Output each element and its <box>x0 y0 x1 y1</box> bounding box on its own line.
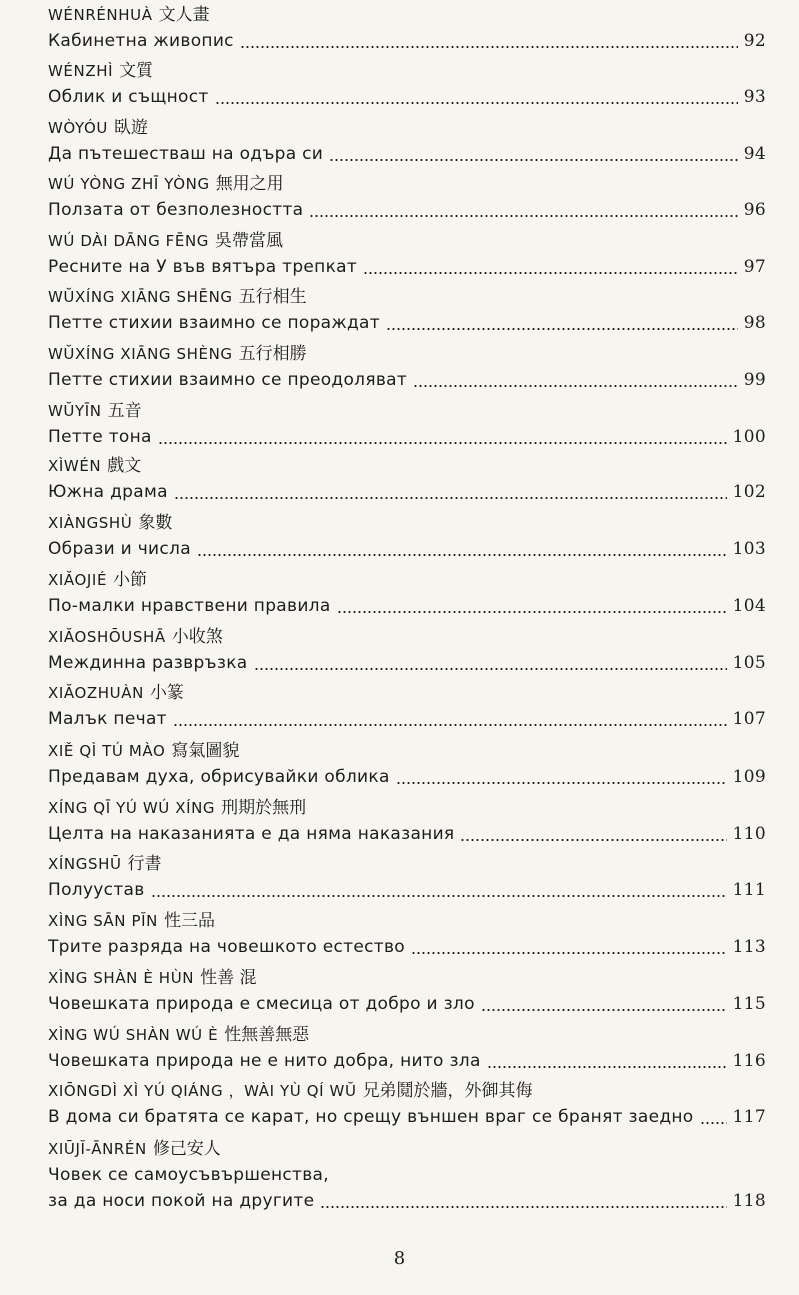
pinyin-term: WÒYÓU <box>48 119 108 137</box>
translation-text: Ползата от безполезността <box>48 200 304 220</box>
chinese-characters: 五音 <box>107 401 142 421</box>
entry-translation <box>48 424 766 450</box>
index-entry <box>48 171 766 223</box>
entry-pinyin-heading <box>48 567 766 593</box>
dot-leader <box>363 272 738 274</box>
dot-leader <box>240 46 738 48</box>
pinyin-term: XÌNG WÚ SHÀN WÚ È <box>48 1026 219 1044</box>
entry-translation <box>48 367 766 393</box>
translation-text: Облик и същност <box>48 87 209 107</box>
index-entry <box>48 284 766 336</box>
entry-pinyin-heading <box>48 965 766 991</box>
entry-translation <box>48 141 766 167</box>
dot-leader <box>386 328 738 330</box>
entry-pinyin-heading <box>48 228 766 254</box>
dot-leader <box>197 554 727 556</box>
translation-text: Междинна развръзка <box>48 653 248 673</box>
index-entry <box>48 453 766 505</box>
entry-pinyin-heading <box>48 795 766 821</box>
index-entry <box>48 567 766 619</box>
entry-translation <box>48 1048 766 1074</box>
chinese-characters: 無用之用 <box>215 174 284 194</box>
page-reference: 99 <box>743 370 766 390</box>
entry-translation <box>48 593 766 619</box>
translation-text: Предавам духа, обрисувайки облика <box>48 767 390 787</box>
entry-translation <box>48 84 766 110</box>
page-reference: 111 <box>732 880 766 900</box>
chinese-characters: 五行相生 <box>238 287 307 307</box>
translation-text: Петте тона <box>48 427 152 447</box>
page-reference: 97 <box>743 257 766 277</box>
page-reference: 107 <box>732 709 766 729</box>
chinese-characters: 小節 <box>113 570 148 590</box>
pinyin-term: WŬXÍNG XIĀNG SHĒNG <box>48 288 233 306</box>
pinyin-term: WÉNZHÌ <box>48 62 114 80</box>
translation-text: Човешката природа е смесица от добро и зло <box>48 994 475 1014</box>
entry-translation <box>48 650 766 676</box>
index-entry <box>48 2 766 54</box>
dot-leader <box>411 952 727 954</box>
pinyin-term: XIŪJĬ-ĀNRÉN <box>48 1140 147 1158</box>
pinyin-term: XIĂOJIÉ <box>48 571 108 589</box>
dot-leader <box>309 215 737 217</box>
entry-pinyin-heading <box>48 58 766 84</box>
chinese-characters: 修己安人 <box>152 1139 221 1159</box>
chinese-characters: 象數 <box>138 513 173 533</box>
index-entry <box>48 1022 766 1074</box>
translation-text: Да пътешестваш на одъра си <box>48 144 324 164</box>
translation-text: Малък печат <box>48 709 167 729</box>
page-reference: 92 <box>743 31 766 51</box>
page-reference: 118 <box>732 1191 766 1211</box>
pinyin-term: XIĂOSHŌUSHĀ <box>48 628 166 646</box>
index-entry <box>48 795 766 847</box>
translation-text: Образи и числа <box>48 539 191 559</box>
translation-text: за да носи покой на другите <box>48 1191 315 1211</box>
entry-translation <box>48 934 766 960</box>
dot-leader <box>329 159 738 161</box>
page-reference: 109 <box>732 767 766 787</box>
entry-pinyin-heading <box>48 851 766 877</box>
chinese-characters: 兄弟鬩於牆，外御其侮 <box>362 1081 533 1101</box>
entry-pinyin-heading <box>48 624 766 650</box>
chinese-characters: 性善 混 <box>200 968 257 988</box>
translation-text: Кабинетна живопис <box>48 31 234 51</box>
entry-pinyin-heading <box>48 1022 766 1048</box>
pinyin-term: XIĂOZHUÀN <box>48 684 144 702</box>
dot-leader <box>700 1122 727 1124</box>
pinyin-term: XIĚ QÌ TÚ MÀO <box>48 742 166 760</box>
pinyin-term: WŬYĪN <box>48 402 102 420</box>
index-entry <box>48 680 766 732</box>
index-entry <box>48 908 766 960</box>
index-entry <box>48 851 766 903</box>
dot-leader <box>174 497 727 499</box>
translation-text: В дома си братята се карат, но срещу външен враг се бранят заедно <box>48 1107 694 1127</box>
translation-text: Целта на наказанията е да няма наказания <box>48 824 455 844</box>
index-entry <box>48 341 766 393</box>
index-entry <box>48 624 766 676</box>
entry-pinyin-heading <box>48 171 766 197</box>
pinyin-term: WŬXÍNG XIĀNG SHÈNG <box>48 345 233 363</box>
chinese-characters: 行書 <box>127 854 162 874</box>
dot-leader <box>337 611 727 613</box>
pinyin-term: XÍNGSHŪ <box>48 855 122 873</box>
entry-pinyin-heading <box>48 738 766 764</box>
entry-translation <box>48 1104 766 1130</box>
index-entry <box>48 58 766 110</box>
entry-translation <box>48 536 766 562</box>
chinese-characters: 寫氣圖貌 <box>171 741 240 761</box>
pinyin-term: XÌNG SĀN PĬN <box>48 912 158 930</box>
page-reference: 96 <box>743 200 766 220</box>
entry-pinyin-heading <box>48 1136 766 1162</box>
entry-pinyin-heading <box>48 284 766 310</box>
chinese-characters: 五行相勝 <box>238 344 307 364</box>
entry-pinyin-heading <box>48 2 766 28</box>
page-reference: 113 <box>732 937 766 957</box>
page-reference: 110 <box>732 824 766 844</box>
entry-translation <box>48 479 766 505</box>
chinese-characters: 戲文 <box>107 456 142 476</box>
entry-translation <box>48 310 766 336</box>
entry-translation <box>48 254 766 280</box>
dot-leader <box>487 1066 727 1068</box>
index-entry <box>48 228 766 280</box>
chinese-characters: 性無善無惡 <box>224 1025 310 1045</box>
dot-leader <box>173 724 727 726</box>
translation-text: Трите разряда на човешкото естество <box>48 937 405 957</box>
chinese-characters: 文質 <box>119 61 154 81</box>
page-reference: 115 <box>732 994 766 1014</box>
entry-translation <box>48 764 766 790</box>
index-entry <box>48 115 766 167</box>
entry-translation <box>48 197 766 223</box>
chinese-characters: 小篆 <box>149 683 184 703</box>
entry-translation <box>48 821 766 847</box>
dot-leader <box>460 839 726 841</box>
translation-text: Петте стихии взаимно се пораждат <box>48 313 380 333</box>
dot-leader <box>396 782 727 784</box>
index-entry <box>48 1078 766 1130</box>
entry-pinyin-heading <box>48 341 766 367</box>
pinyin-term: WÚ YÒNG ZHĪ YÒNG <box>48 175 210 193</box>
chinese-characters: 文人畫 <box>158 5 210 25</box>
index-entry <box>48 1136 766 1214</box>
chinese-characters: 吳帶當風 <box>215 231 284 251</box>
entry-pinyin-heading <box>48 680 766 706</box>
pinyin-term: XIÀNGSHÙ <box>48 514 133 532</box>
translation-text: По-малки нравствени правила <box>48 596 331 616</box>
entry-pinyin-heading <box>48 453 766 479</box>
chinese-characters: 刑期於無刑 <box>221 798 307 818</box>
page-reference: 104 <box>732 596 766 616</box>
dot-leader <box>413 385 738 387</box>
entry-pinyin-heading <box>48 1078 766 1104</box>
page-reference: 102 <box>732 482 766 502</box>
dot-leader <box>481 1009 727 1011</box>
index-entry <box>48 510 766 562</box>
entry-translation <box>48 1162 766 1188</box>
page-reference: 100 <box>732 427 766 447</box>
entry-translation <box>48 1188 766 1214</box>
page-reference: 103 <box>732 539 766 559</box>
pinyin-term: XÌNG SHÀN È HÙN <box>48 969 195 987</box>
index-entry <box>48 398 766 450</box>
translation-text: Човек се самоусъвършенства, <box>48 1165 329 1185</box>
entry-translation <box>48 877 766 903</box>
entry-translation <box>48 706 766 732</box>
chinese-characters: 性三品 <box>163 911 215 931</box>
translation-text: Човешката природа не е нито добра, нито зла <box>48 1051 481 1071</box>
dot-leader <box>254 668 727 670</box>
entry-pinyin-heading <box>48 115 766 141</box>
pinyin-term: XIŌNGDÌ XÌ YÚ QIÁNG ，WÀI YÙ QÍ WŬ <box>48 1082 357 1100</box>
pinyin-term: XÌWÉN <box>48 457 102 475</box>
page-reference: 93 <box>743 87 766 107</box>
translation-text: Полуустав <box>48 880 145 900</box>
entry-pinyin-heading <box>48 510 766 536</box>
translation-text: Петте стихии взаимно се преодоляват <box>48 370 408 390</box>
index-entry <box>48 738 766 790</box>
index-entry <box>48 965 766 1017</box>
pinyin-term: XÍNG QĪ YÚ WÚ XÍNG <box>48 799 216 817</box>
dot-leader <box>215 102 738 104</box>
page-reference: 105 <box>732 653 766 673</box>
page-reference: 116 <box>732 1051 766 1071</box>
dot-leader <box>158 442 727 444</box>
page-reference: 94 <box>743 144 766 164</box>
translation-text: Южна драма <box>48 482 168 502</box>
dot-leader <box>320 1206 726 1208</box>
page-number: 8 <box>393 1248 406 1269</box>
page-reference: 98 <box>743 313 766 333</box>
entry-pinyin-heading <box>48 908 766 934</box>
chinese-characters: 臥遊 <box>113 118 148 138</box>
entry-translation <box>48 991 766 1017</box>
page-reference: 117 <box>732 1107 766 1127</box>
pinyin-term: WÚ DÀI DĀNG FĒNG <box>48 232 210 250</box>
dot-leader <box>151 895 727 897</box>
chinese-characters: 小收煞 <box>171 627 223 647</box>
entry-pinyin-heading <box>48 398 766 424</box>
pinyin-term: WÉNRÉNHUÀ <box>48 6 153 24</box>
entry-translation <box>48 28 766 54</box>
translation-text: Ресните на У във вятъра трепкат <box>48 257 358 277</box>
